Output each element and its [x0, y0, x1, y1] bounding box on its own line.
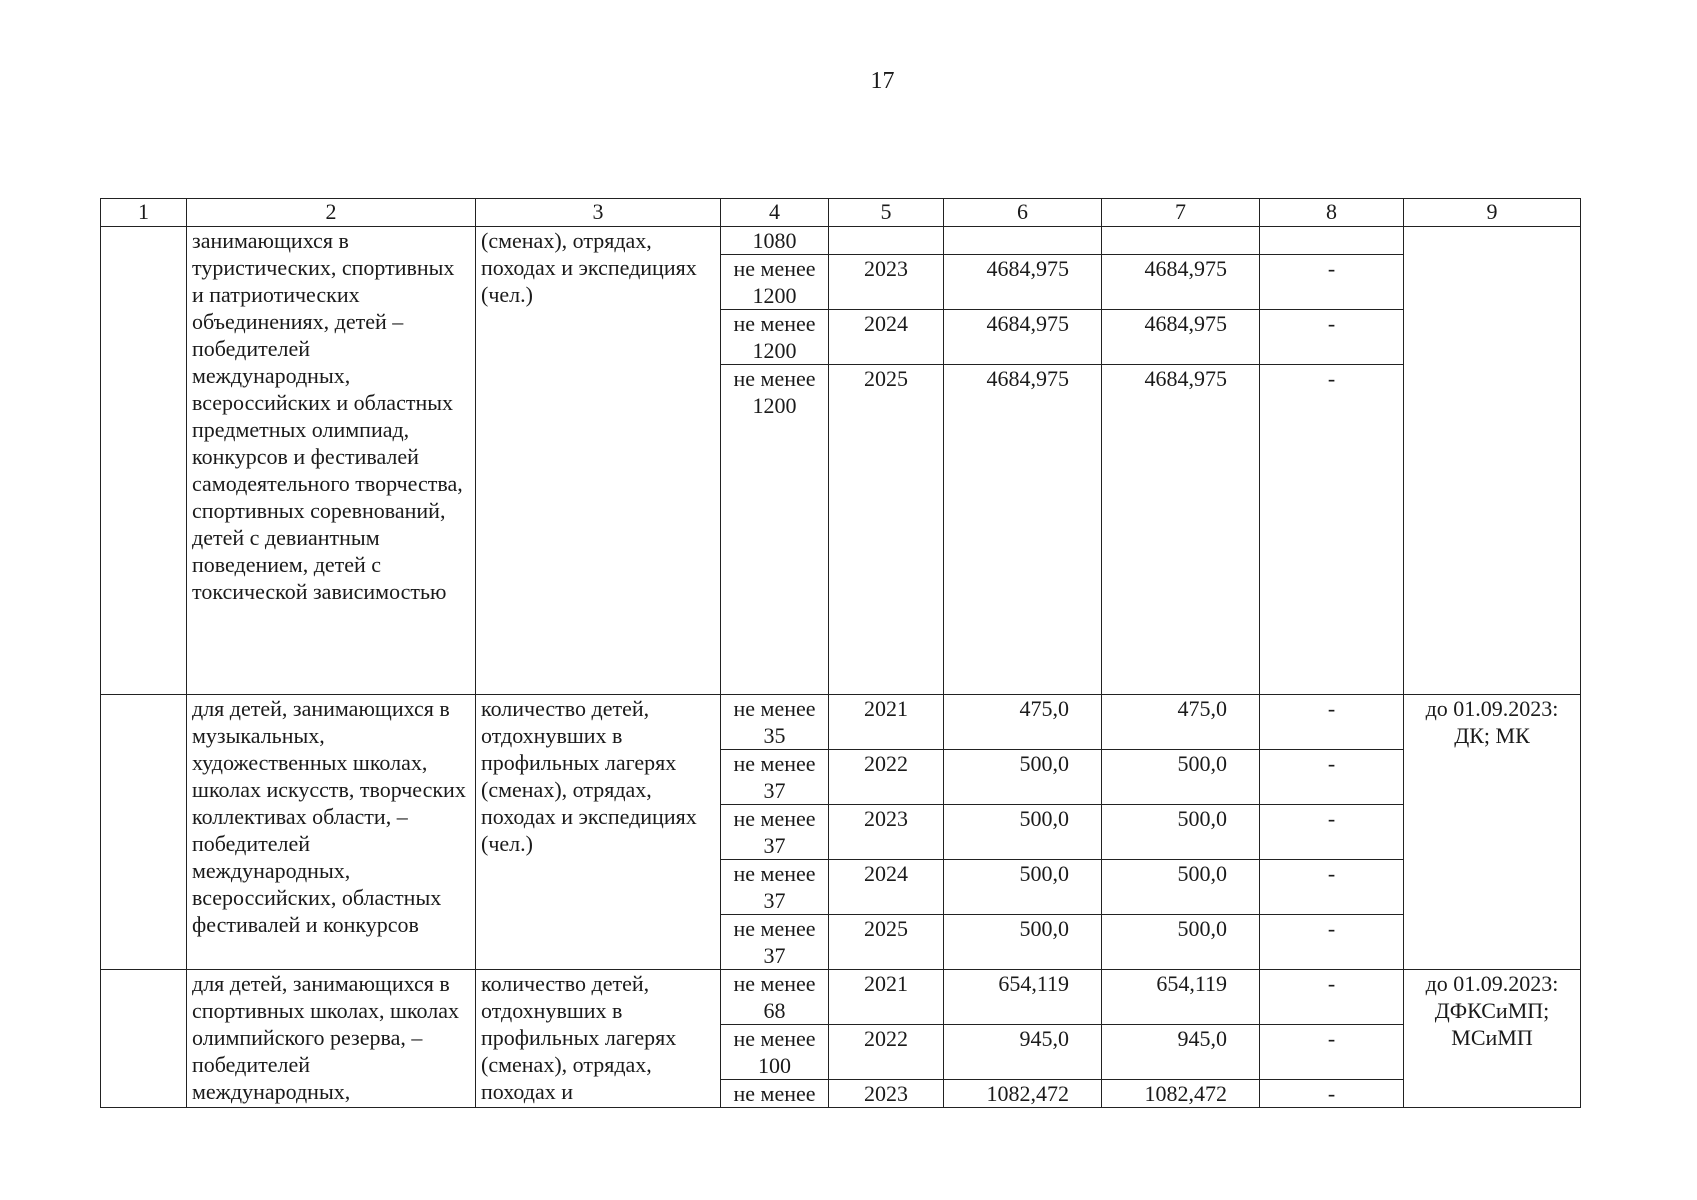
header-cell: 2	[187, 199, 476, 227]
indicator-value: не менее 37	[721, 860, 829, 915]
year-cell: 2023	[829, 1080, 944, 1108]
indicator-name: (сменах), отрядах, походах и экспедициях (чел.)	[476, 227, 721, 695]
total-funding: 500,0	[944, 860, 1102, 915]
number-cell	[101, 227, 187, 695]
indicator-value: не менее	[721, 1080, 829, 1108]
total-funding: 4684,975	[944, 365, 1102, 695]
responsible-executor: до 01.09.2023: ДК; МК	[1404, 695, 1581, 970]
total-funding: 4684,975	[944, 310, 1102, 365]
activity-description: для детей, занимающихся в спортивных школах, школах олимпийского резерва, – победителей международных,	[187, 970, 476, 1108]
indicator-name: количество детей, отдохнувших в профильных лагерях (сменах), отрядах, походах и экспедициях (чел.)	[476, 695, 721, 970]
regional-funding: 945,0	[1102, 1025, 1260, 1080]
other-funding: -	[1260, 1025, 1404, 1080]
year-cell	[829, 227, 944, 255]
activity-description: для детей, занимающихся в музыкальных, художественных школах, школах искусств, творческих коллективах области, – победителей международных, всероссийских, областных фестивалей и конкурсов	[187, 695, 476, 970]
total-funding: 945,0	[944, 1025, 1102, 1080]
regional-funding: 500,0	[1102, 750, 1260, 805]
total-funding: 475,0	[944, 695, 1102, 750]
other-funding: -	[1260, 750, 1404, 805]
regional-funding: 475,0	[1102, 695, 1260, 750]
other-funding: -	[1260, 860, 1404, 915]
total-funding	[944, 227, 1102, 255]
total-funding: 500,0	[944, 805, 1102, 860]
other-funding: -	[1260, 970, 1404, 1025]
table-row	[101, 227, 1581, 255]
indicator-value: 1080	[721, 227, 829, 255]
responsible-executor: до 01.09.2023: ДФКСиМП; МСиМП	[1404, 970, 1581, 1108]
total-funding: 4684,975	[944, 255, 1102, 310]
total-funding: 500,0	[944, 915, 1102, 970]
year-cell: 2023	[829, 255, 944, 310]
regional-funding: 500,0	[1102, 915, 1260, 970]
other-funding: -	[1260, 255, 1404, 310]
activity-description: занимающихся в туристических, спортивных и патриотических объединениях, детей – победителей международных, всероссийских и областных предметных олимпиад, конкурсов и фестивалей самодеятельного творчества, спортивных соревнований, детей с девиантным поведением, детей с токсической зависимостью	[187, 227, 476, 695]
table-row	[101, 970, 1581, 1025]
responsible-executor	[1404, 227, 1581, 695]
regional-funding: 4684,975	[1102, 255, 1260, 310]
regional-funding	[1102, 227, 1260, 255]
other-funding: -	[1260, 310, 1404, 365]
indicator-name: количество детей, отдохнувших в профильных лагерях (сменах), отрядах, походах и	[476, 970, 721, 1108]
regional-funding: 654,119	[1102, 970, 1260, 1025]
other-funding: -	[1260, 805, 1404, 860]
header-cell: 3	[476, 199, 721, 227]
header-cell: 5	[829, 199, 944, 227]
total-funding: 500,0	[944, 750, 1102, 805]
header-cell: 6	[944, 199, 1102, 227]
regional-funding: 4684,975	[1102, 365, 1260, 695]
indicator-value: не менее 1200	[721, 310, 829, 365]
total-funding: 654,119	[944, 970, 1102, 1025]
regional-funding: 1082,472	[1102, 1080, 1260, 1108]
header-cell: 8	[1260, 199, 1404, 227]
page-number: 17	[870, 68, 895, 94]
year-cell: 2021	[829, 695, 944, 750]
header-cell: 9	[1404, 199, 1581, 227]
program-table	[100, 198, 1581, 1108]
number-cell	[101, 970, 187, 1108]
header-row	[101, 199, 1581, 227]
indicator-value: не менее 37	[721, 750, 829, 805]
indicator-value: не менее 68	[721, 970, 829, 1025]
indicator-value: не менее 35	[721, 695, 829, 750]
other-funding: -	[1260, 365, 1404, 695]
total-funding: 1082,472	[944, 1080, 1102, 1108]
indicator-value: не менее 1200	[721, 255, 829, 310]
indicator-value: не менее 1200	[721, 365, 829, 695]
year-cell: 2023	[829, 805, 944, 860]
header-cell: 4	[721, 199, 829, 227]
header-cell: 7	[1102, 199, 1260, 227]
regional-funding: 4684,975	[1102, 310, 1260, 365]
regional-funding: 500,0	[1102, 860, 1260, 915]
regional-funding: 500,0	[1102, 805, 1260, 860]
table-row	[101, 695, 1581, 750]
other-funding: -	[1260, 695, 1404, 750]
year-cell: 2025	[829, 365, 944, 695]
number-cell	[101, 695, 187, 970]
header-cell: 1	[101, 199, 187, 227]
other-funding: -	[1260, 1080, 1404, 1108]
indicator-value: не менее 37	[721, 915, 829, 970]
year-cell: 2024	[829, 860, 944, 915]
year-cell: 2025	[829, 915, 944, 970]
year-cell: 2021	[829, 970, 944, 1025]
indicator-value: не менее 100	[721, 1025, 829, 1080]
year-cell: 2024	[829, 310, 944, 365]
indicator-value: не менее 37	[721, 805, 829, 860]
year-cell: 2022	[829, 1025, 944, 1080]
other-funding: -	[1260, 915, 1404, 970]
year-cell: 2022	[829, 750, 944, 805]
other-funding	[1260, 227, 1404, 255]
